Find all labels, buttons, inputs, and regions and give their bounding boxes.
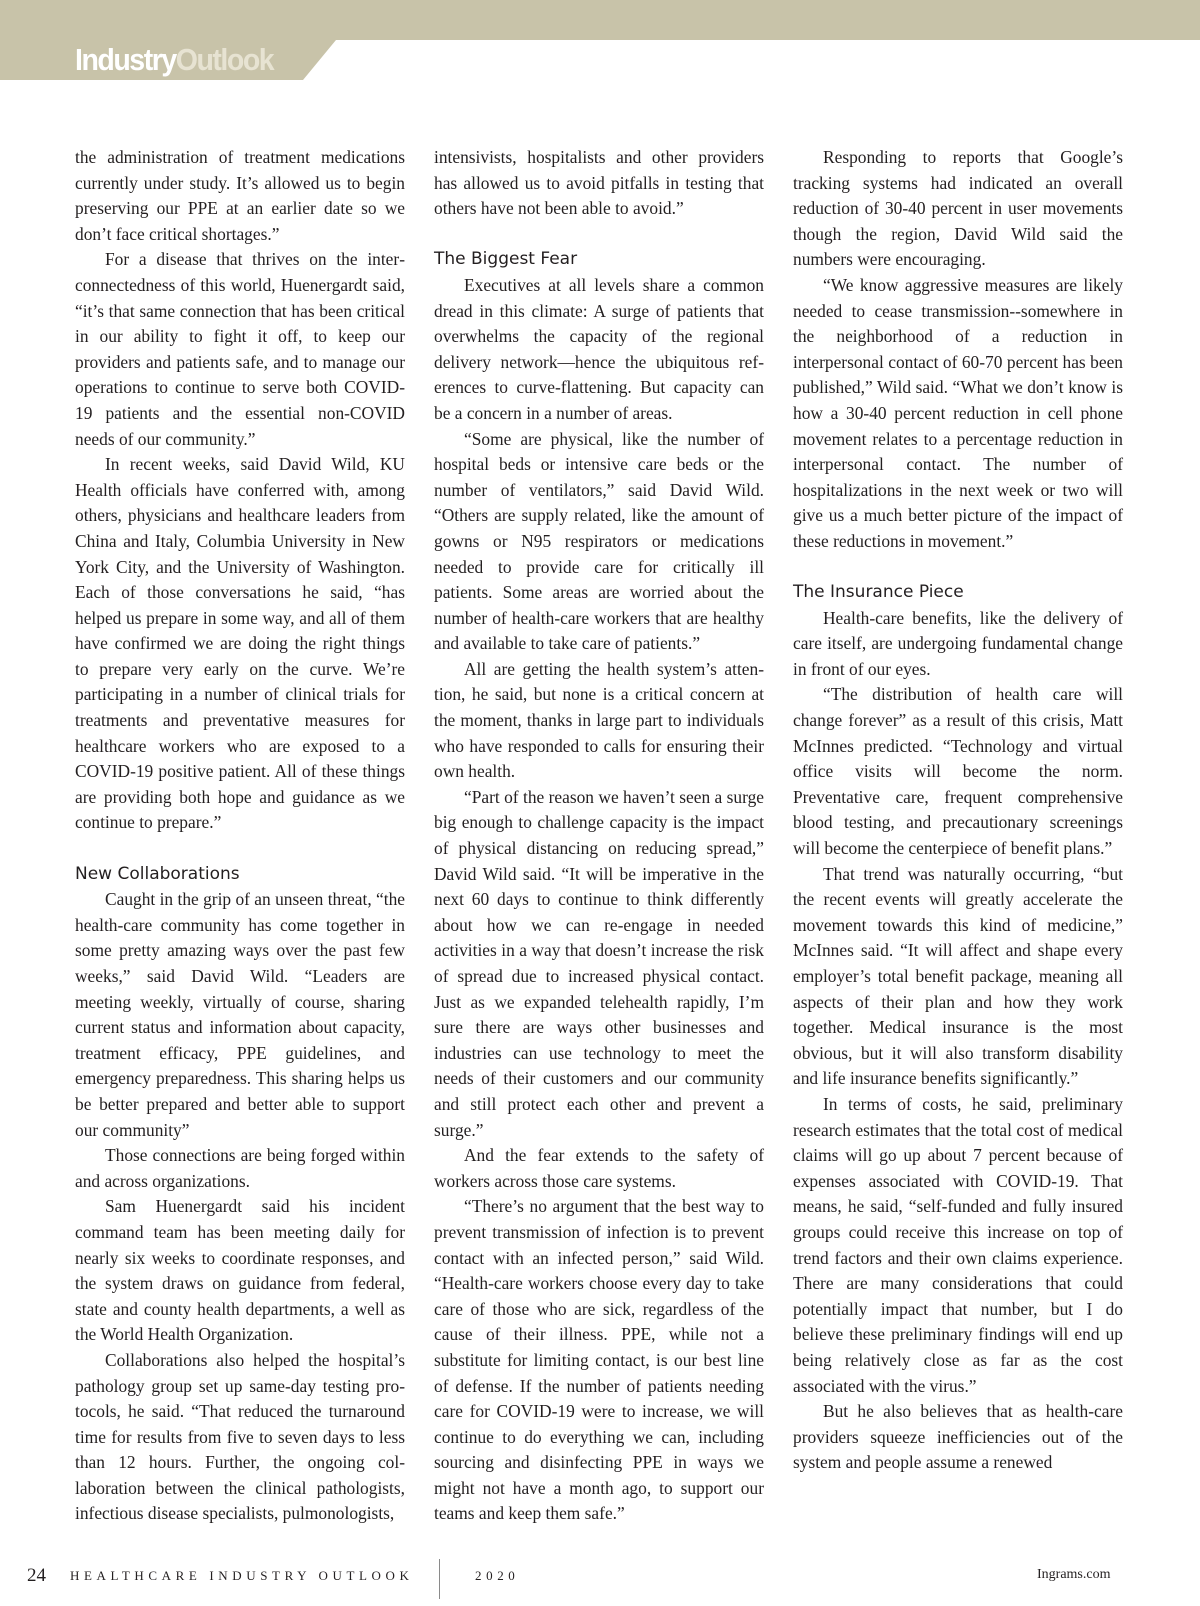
paragraph: “Part of the reason we haven’t seen a surge big enough to challenge capacity is the impact of physical distancing on reducing spread,” David Wild said. “It will be imperative in the next 60 days to continue to think differently about how we can re-engage in needed activities in a way that doesn’t increase the risk of spread due to increased physical contact. Just as we expanded telehealth rapidly, I’m sure there are ways other businesses and industries can use technology to meet the needs of their customers and our community and still protect each other and prevent a surge.” <box>434 786 764 1140</box>
section-header <box>0 0 1200 80</box>
subheading-insurance-piece: The Insurance Piece <box>793 582 964 603</box>
section-title <box>75 40 273 80</box>
paragraph: “Some are physical, like the number of hospital beds or intensive care beds or the number of ventilators,” said David Wild. “Others are supply related, like the amount of gowns or N95 respirators or medications needed to provide care for critically ill patients. Some areas are worried about the number of health-care workers that are healthy and available to take care of patients.” <box>434 428 764 654</box>
paragraph: Collaborations also helped the hospital’s pathology group set up same-day testing protocols, he said. “That reduced the turnaround time for results from five to seven days to less than 12 hours. Further, the ongoing collaboration between the clinical pathologists, infectious disease specialists, pulmonologists, <box>75 1349 405 1524</box>
section-title-part1: Industry <box>75 42 176 77</box>
publication-year: 2020 <box>475 1568 520 1583</box>
paragraph: And the fear extends to the safety of workers across those care systems. <box>434 1145 764 1191</box>
article-column-2 <box>434 145 764 1527</box>
section-title-part2: Outlook <box>175 42 274 77</box>
paragraph: Caught in the grip of an unseen threat, “the health-care community has come together in some pretty amazing ways over the past few weeks,” said David Wild. “Leaders are meeting weekly, virtually of course, sharing current status and information about capacity, treatment efficacy, PPE guidelines, and emergency preparedness. This sharing helps us be better prepared and better able to support our community” <box>75 889 405 1140</box>
paragraph: All are getting the health system’s attention, he said, but none is a critical concern at the moment, thanks in large part to individuals who have responded to calls for ensuring their own health. <box>434 658 764 782</box>
subheading-new-collaborations: New Collaborations <box>75 863 240 884</box>
footer-divider <box>439 1559 440 1599</box>
paragraph: Sam Huenergardt said his incident command team has been meeting daily for nearly six weeks to coordinate responses, and the system draws on guidance from federal, state and county health departments, a well as the World Health Organization. <box>75 1196 405 1345</box>
paragraph: Responding to reports that Google’s tracking systems had indicated an overall reduction of 30-40 percent in user movements though the region, David Wild said the numbers were encouraging. <box>793 147 1123 270</box>
article-column-1 <box>75 145 405 1527</box>
spacer <box>75 836 405 862</box>
paragraph: intensivists, hospitalists and other providers has allowed us to avoid pitfalls in testing that others have not been able to avoid.” <box>434 147 764 219</box>
paragraph: But he also believes that as health-care providers squeeze inefficiencies out of the system and people assume a renewed <box>793 1401 1123 1473</box>
paragraph: Those connections are being forged within and across organizations. <box>75 1145 405 1191</box>
paragraph: In terms of costs, he said, preliminary research estimates that the total cost of medical claims will go up about 7 percent because of expenses associated with COVID-19. That means, he said, “self-funded and fully insured groups could receive this increase on top of trend factors and their own claims experience. There are many considerations that could potentially impact that number, but I do believe these preliminary findings will end up being relatively close as far as the cost associated with the virus.” <box>793 1093 1123 1396</box>
page-number: 24 <box>27 1565 46 1586</box>
publication-name: HEALTHCARE INDUSTRY OUTLOOK <box>70 1568 414 1583</box>
paragraph: For a disease that thrives on the interconnectedness of this world, Huenergardt said, “it’s that same connection that has been critical in our ability to fight it off, to keep our providers and patients safe, and to manage our operations to continue to serve both COVID-19 patients and the essential non-COVID needs of our community.” <box>75 249 405 449</box>
paragraph: the administration of treatment medications currently under study. It’s allowed us to begin preserving our PPE at an earlier date so we don’t face critical shortages.” <box>75 147 405 244</box>
paragraph: In recent weeks, said David Wild, KU Health officials have conferred with, among others, physicians and healthcare leaders from China and Italy, Columbia University in New York City, and the University of Washington. Each of those conversations he said, “has helped us prepare in some way, and all of them have confirmed we are doing the right things to prepare very early on the curve. We’re participating in a number of clinical trials for treatments and preventative measures for healthcare workers who are exposed to a COVID-19 positive patient. All of these things are providing both hope and guidance as we continue to prepare.” <box>75 454 405 833</box>
paragraph: Executives at all levels share a common dread in this climate: A surge of patients that overwhelms the capacity of the regional delivery network—hence the ubiquitous references to curve-flattening. But capacity can be a concern in a number of areas. <box>434 274 764 423</box>
paragraph: “The distribution of health care will change forever” as a result of this crisis, Matt McInnes predicted. “Technology and virtual office visits will become the norm. Preventative care, frequent comprehensive blood testing, and precautionary screenings will become the centerpiece of benefit plans.” <box>793 684 1123 859</box>
paragraph: “There’s no argument that the best way to prevent transmission of infection is to prevent contact with an infected person,” said Wild. “Health-care workers choose every day to take care of those who are sick, regardless of the cause of their illness. PPE, while not a substitute for limiting contact, is our best line of defense. If the number of patients needing care for COVID-19 were to increase, we will continue to do everything we can, including sourcing and disinfecting PPE in ways we might not have a month ago, to support our teams and keep them safe.” <box>434 1196 764 1524</box>
paragraph: That trend was naturally occurring, “but the recent events will greatly accelerate the movement towards this kind of medicine,” McInnes said. “It will affect and shape every employer’s total benefit package, meaning all aspects of their plan and how they work together. Medical insurance is the most obvious, but it will also transform disability and life insurance benefits significantly.” <box>793 863 1123 1089</box>
spacer <box>793 555 1123 581</box>
spacer <box>434 222 764 248</box>
paragraph: “We know aggressive measures are likely needed to cease transmission--somewhere in the neighborhood of a reduction in interpersonal contact of 60-70 percent has been published,” Wild said. “What we don’t know is how a 30-40 percent reduction in cell phone movement relates to a percentage reduction in interpersonal contact. The number of hospitalizations in the next week or two will give us a much better picture of the impact of these reductions in movement.” <box>793 274 1123 551</box>
subheading-biggest-fear: The Biggest Fear <box>434 249 578 270</box>
paragraph: Health-care benefits, like the delivery of care itself, are undergoing fundamental change in front of our eyes. <box>793 607 1123 679</box>
article-column-3 <box>793 145 1123 1476</box>
page-footer <box>0 1555 1200 1599</box>
website-url: Ingrams.com <box>1037 1567 1111 1582</box>
